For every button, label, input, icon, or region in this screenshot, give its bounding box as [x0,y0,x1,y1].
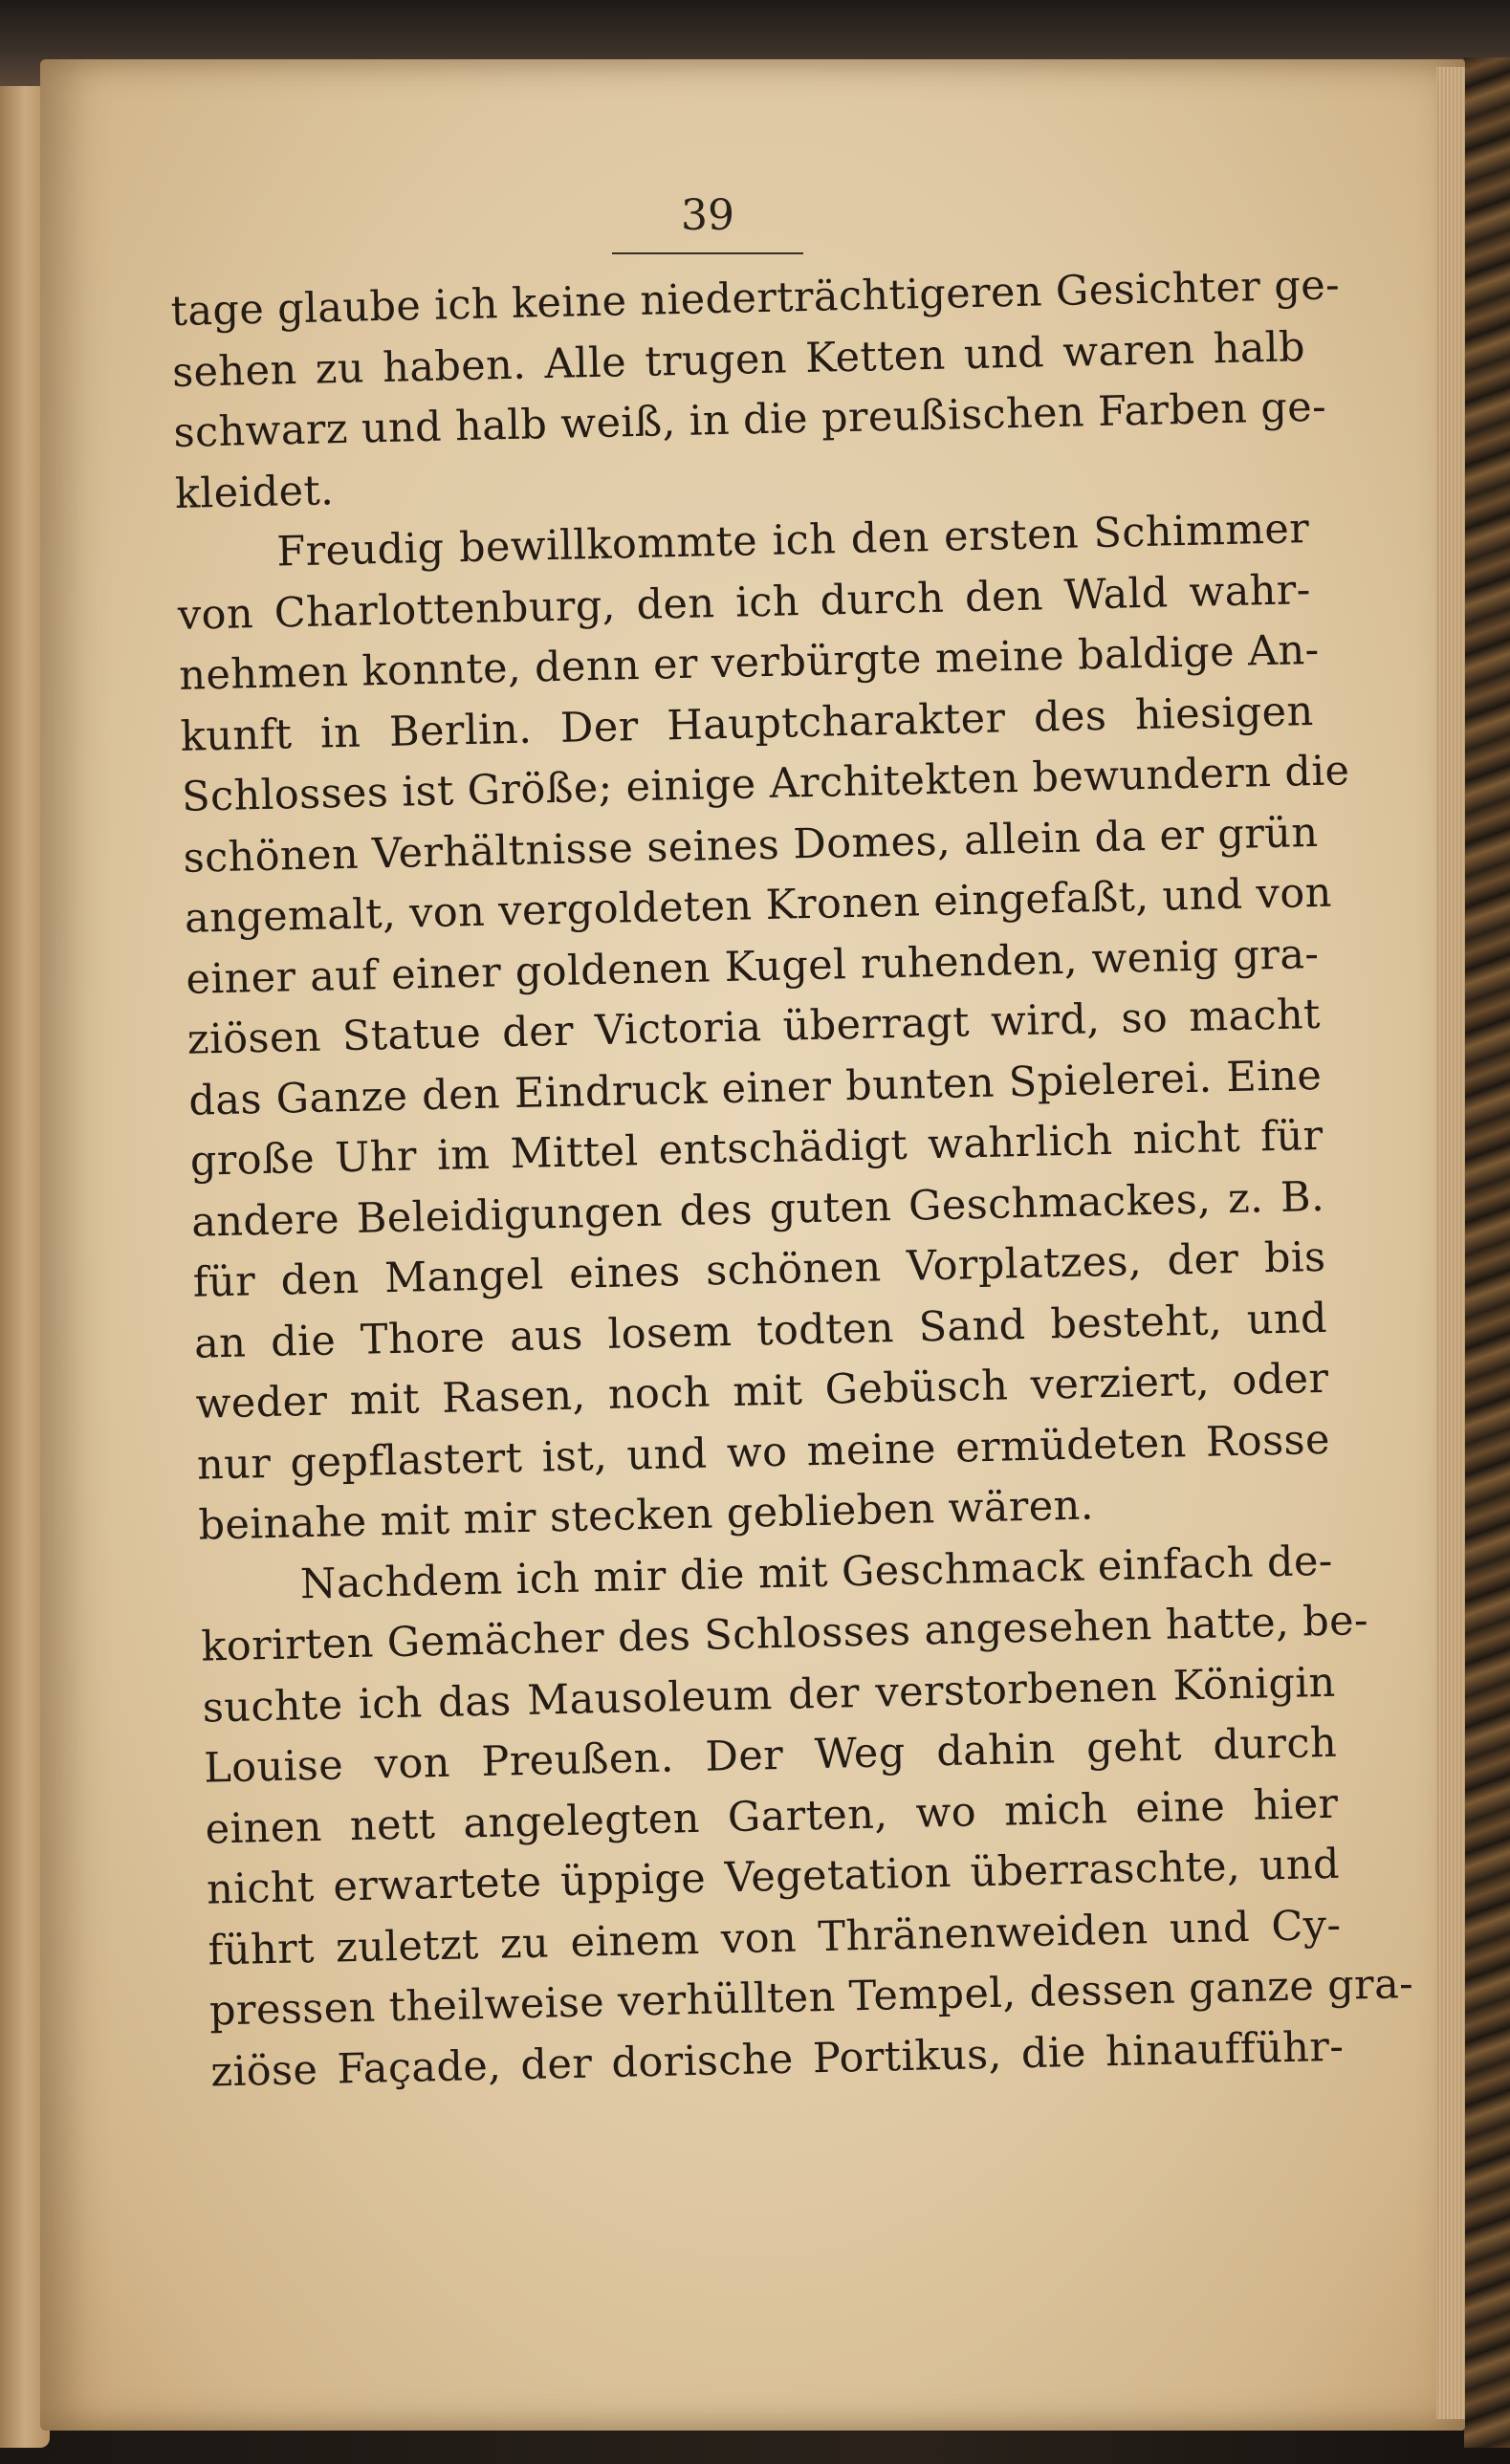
text-line: führt zuletzt zu einem von Thränenweiden und Cy- [208,1901,1342,1975]
text-line: an die Thore aus losem todten Sand besteht, und [193,1294,1328,1368]
header-rule [612,252,803,254]
text-line: pressen theilweise verhüllten Tempel, dessen ganze gra- [208,1959,1414,2036]
text-line: kunft in Berlin. Der Hauptcharakter des hiesigen [180,687,1315,761]
marbled-cover-edge [1464,57,1510,2448]
text-line: für den Mangel eines schönen Vorplatzes, der bis [192,1232,1327,1307]
text-line: schwarz und halb weiß, in die preußischen Farben ge- [173,382,1327,457]
page-number: 39 [681,191,734,240]
text-line: sehen zu haben. Alle trugen Ketten und waren halb [171,322,1306,397]
text-line: Schlosses ist Größe; einige Architekten bewundern die [181,747,1350,821]
text-line: ziösen Statue der Victoria überragt wird, so macht [186,990,1322,1064]
text-line: beinahe mit mir stecken geblieben wären. [197,1481,1095,1550]
page-block-edge [1436,67,1465,2419]
text-line: Nachdem ich mir die mit Geschmack einfach de- [299,1537,1334,1608]
text-line: schönen Verhältnisse seines Domes, allein da er grün [183,808,1319,883]
text-line: das Ganze den Eindruck einer bunten Spielerei. Eine [187,1051,1323,1125]
text-line: nehmen konnte, denn er verbürgte meine baldige An- [178,625,1321,700]
text-line: einen nett angelegten Garten, wo mich eine hier [205,1779,1339,1854]
text-line: suchte ich das Mausoleum der verstorbenen Königin [202,1658,1337,1733]
text-line: nur gepflastert ist, und wo meine ermüdeten Rosse [196,1415,1331,1490]
text-line: Freudig bewillkommte ich den ersten Schimmer [275,505,1310,577]
text-line: weder mit Rasen, noch mit Gebüsch verziert, oder [195,1354,1329,1428]
text-line: Louise von Preußen. Der Weg dahin geht durch [203,1718,1338,1793]
text-line: von Charlottenburg, den ich durch den Wald wahr- [177,565,1312,640]
text-line: korirten Gemächer des Schlosses angesehen hatte, be- [200,1596,1369,1671]
text-line: einer auf einer goldenen Kugel ruhenden, wenig gra- [185,929,1320,1004]
text-line: große Uhr im Mittel entschädigt wahrlich nicht für [189,1111,1324,1186]
text-line: nicht erwartete üppige Vegetation überraschte, und [206,1840,1341,1914]
text-line: ziöse Façade, der dorische Portikus, die hinaufführ- [209,2022,1345,2097]
text-line: tage glaube ich keine niederträchtigeren Gesichter ge- [170,261,1341,336]
body-text [170,256,1414,2103]
text-line: kleidet. [174,466,335,518]
text-line: andere Beleidigungen des guten Geschmackes, z. B. [190,1172,1325,1247]
text-line: angemalt, von vergoldeten Kronen eingefaßt, und von [184,868,1333,943]
